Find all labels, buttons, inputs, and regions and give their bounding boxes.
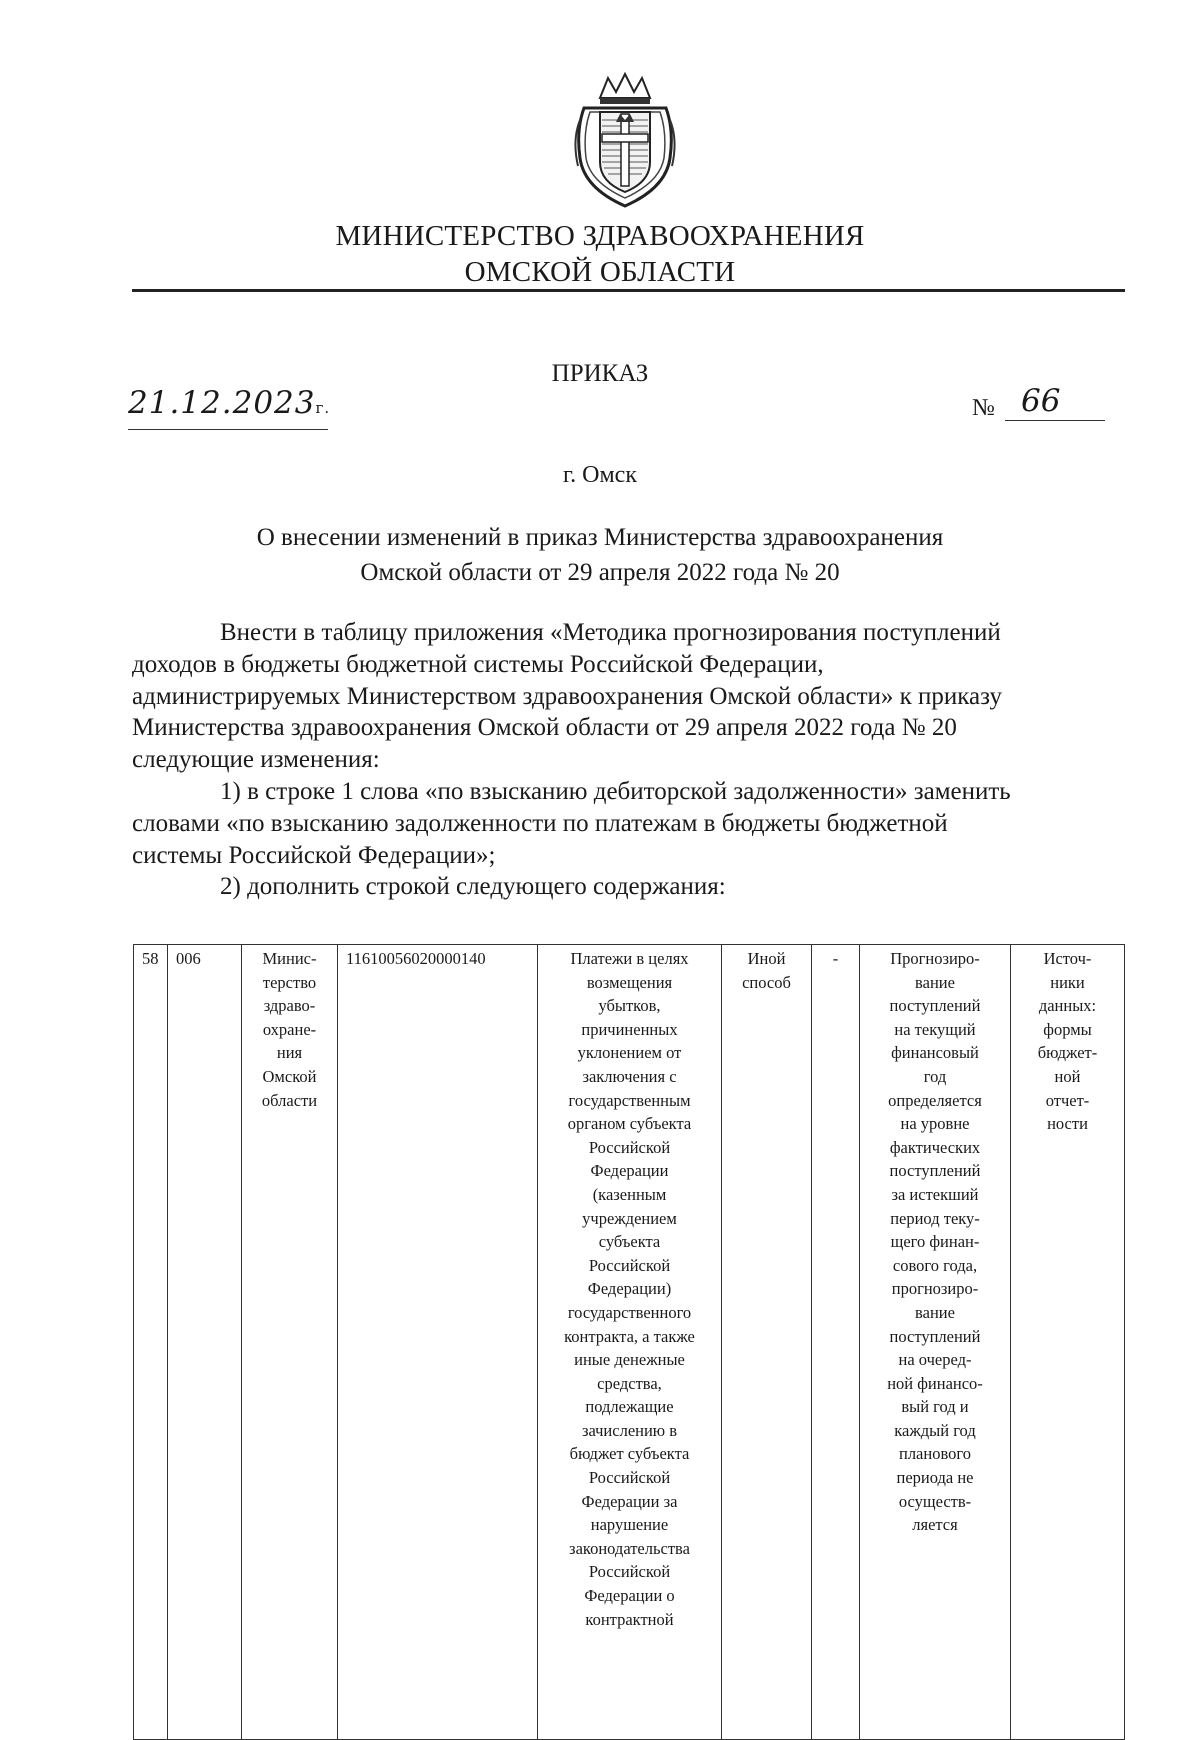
- body-p1-line2: доходов в бюджеты бюджетной системы Российской Федерации,: [132, 650, 824, 678]
- omsk-oblast-coat-of-arms-icon: [570, 70, 680, 210]
- body-p3: 2) дополнить строкой следующего содержания:: [220, 873, 726, 901]
- ministry-name-line1: МИНИСТЕРСТВО ЗДРАВООХРАНЕНИЯ: [335, 220, 865, 252]
- order-body: [132, 617, 1125, 903]
- coat-of-arms-emblem: [570, 70, 680, 210]
- order-city: г. Омск: [563, 462, 637, 488]
- table-row: [134, 945, 1125, 1740]
- cell-formula: -: [812, 945, 860, 1740]
- order-subject: [0, 520, 1200, 590]
- body-p1-line3: администрируемых Министерством здравоохранения Омской области» к приказу: [132, 682, 1003, 710]
- amendment-table: [133, 944, 1125, 1740]
- body-p1-line1: Внести в таблицу приложения «Методика прогнозирования поступлений: [220, 619, 1001, 646]
- cell-kbk: 11610056020000140: [338, 945, 538, 1740]
- cell-forecast: Прогнозиро- вание поступлений на текущий финансовый год определяется на уровне фактических поступлений за истекший период теку- щего финан- сового года, прогнозиро- вание поступлений на очеред- ной финансо- вый год и каждый год планового периода не осуществ- ляется: [860, 945, 1011, 1740]
- subject-line2: Омской области от 29 апреля 2022 года № 20: [360, 559, 840, 586]
- cell-admin-code: 006: [168, 945, 242, 1740]
- body-p2-line3: системы Российской Федерации»;: [132, 841, 496, 869]
- order-number-label: №: [972, 395, 995, 421]
- body-p1-line4: Министерства здравоохранения Омской области от 29 апреля 2022 года № 20: [132, 714, 957, 742]
- order-date: [128, 384, 331, 430]
- body-p1-line5: следующие изменения:: [132, 746, 380, 774]
- subject-line1: О внесении изменений в приказ Министерства здравоохранения: [256, 524, 944, 551]
- cell-payment-name: Платежи в целях возмещения убытков, причиненных уклонением от заключения с государственным органом субъекта Российской Федерации (казенным учреждением субъекта Российской Федерации) государственного контракта, а также иные денежные средства, подлежащие зачислению в бюджет субъекта Российской Федерации за нарушение законодательства Российской Федерации о контрактной: [538, 945, 722, 1740]
- order-date-suffix: г.: [315, 399, 331, 417]
- cell-row-number: 58: [134, 945, 168, 1740]
- order-title: ПРИКАЗ: [551, 360, 649, 387]
- body-p2-line1: 1) в строке 1 слова «по взысканию дебиторской задолженности» заменить: [220, 777, 1011, 805]
- ministry-name-line2: ОМСКОЙ ОБЛАСТИ: [464, 256, 736, 288]
- cell-data-source: Источ- ники данных: формы бюджет- ной отчет- ности: [1011, 945, 1125, 1740]
- cell-administrator: Минис- терство здраво- охране- ния Омской области: [242, 945, 338, 1740]
- cell-method: Иной способ: [722, 945, 812, 1740]
- order-date-value: 21.12.2023: [128, 385, 316, 421]
- order-number: 66: [1005, 382, 1105, 421]
- header-divider: [132, 289, 1125, 292]
- body-p2-line2: словами «по взысканию задолженности по платежам в бюджеты бюджетной: [132, 809, 948, 837]
